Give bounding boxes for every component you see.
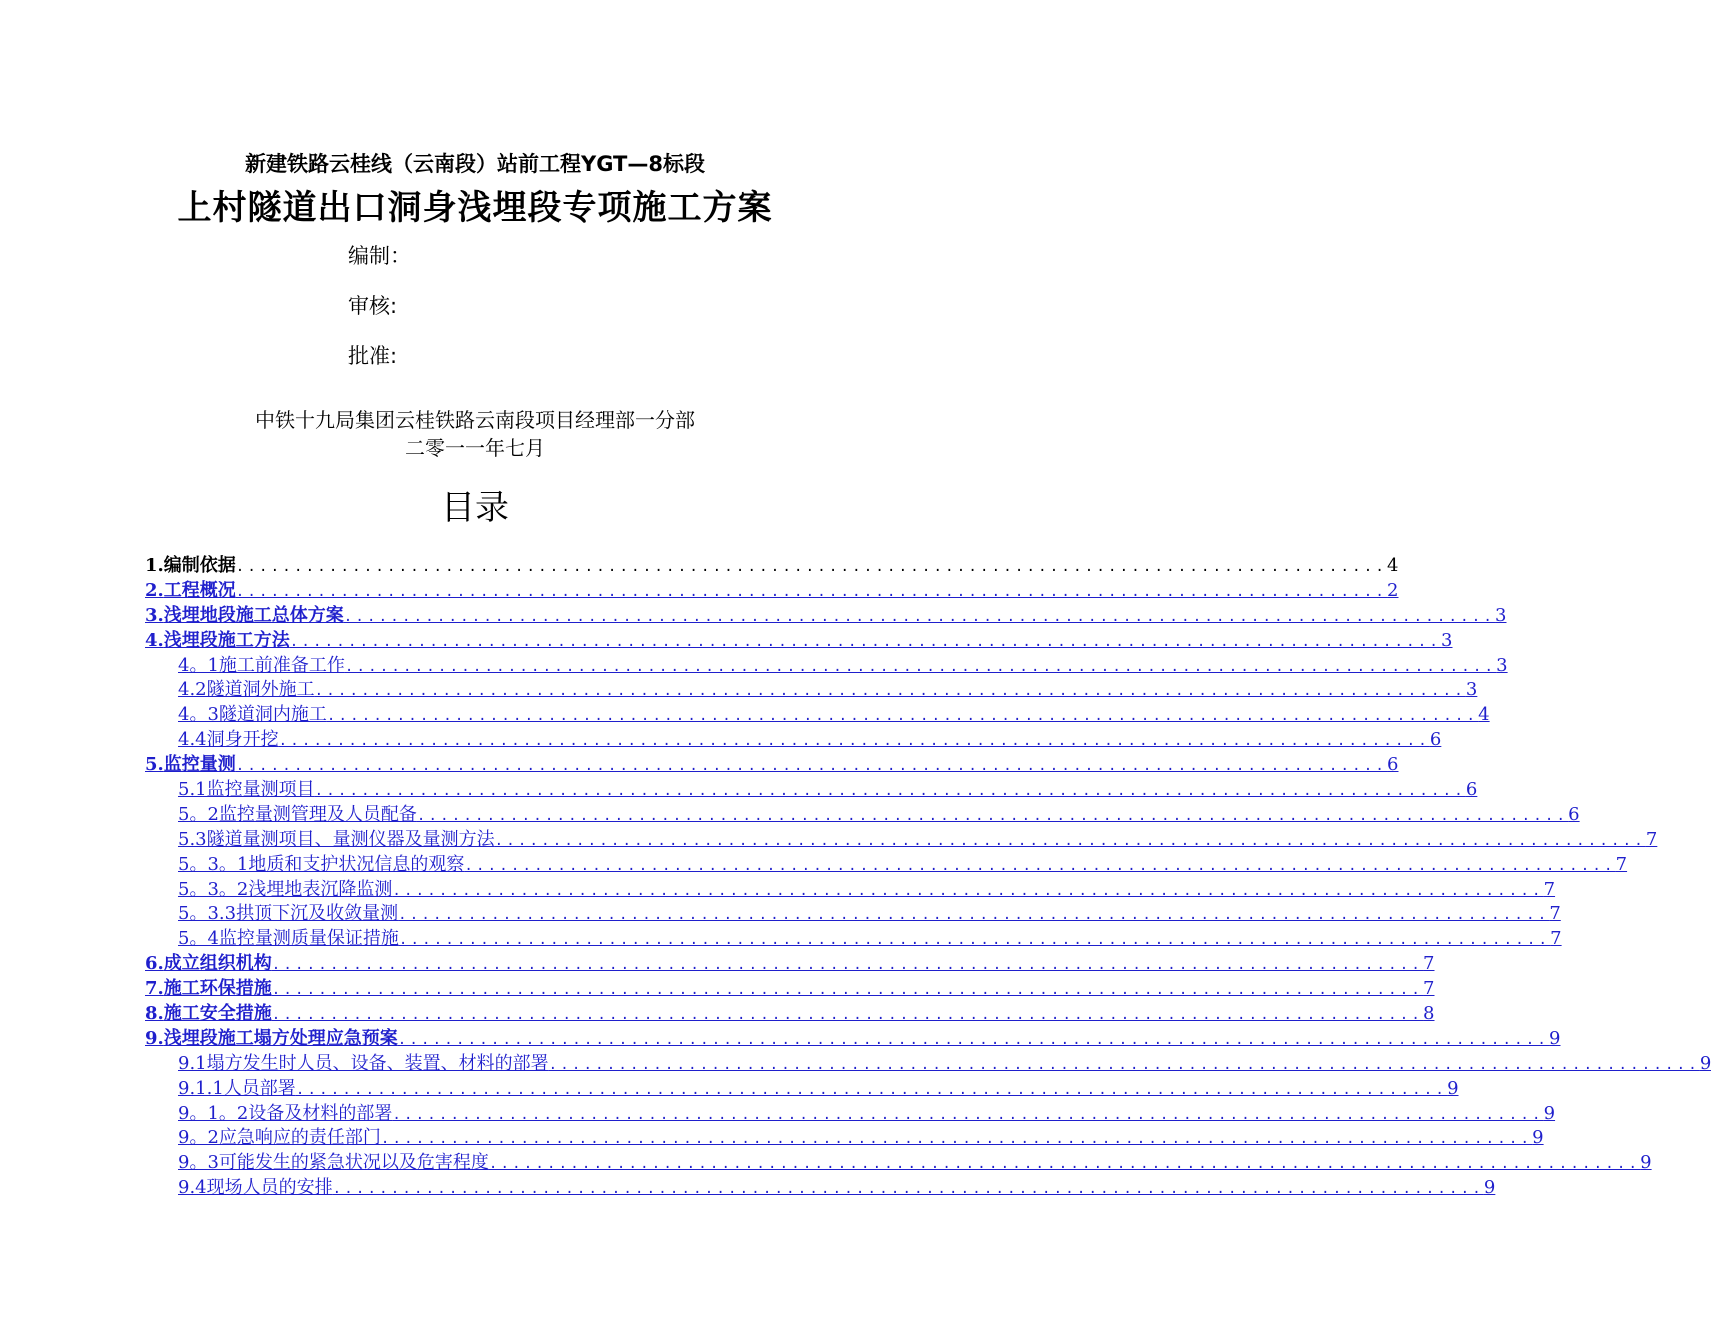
toc-page-number: 7	[1615, 853, 1628, 875]
toc-entry-number: 9.	[145, 1027, 164, 1049]
toc-page-number: 7	[1423, 953, 1435, 975]
toc-page-number: 3	[1496, 654, 1508, 676]
toc-dot-leader: ...................................................................................................	[271, 982, 1424, 999]
toc-entry-line[interactable]	[145, 1002, 1435, 1028]
toc-dot-leader: ...................................................................................................	[271, 957, 1424, 974]
toc-entry-line[interactable]	[178, 703, 1490, 729]
toc-dot-leader: ...................................................................................................	[397, 1031, 1550, 1048]
toc-entry-line[interactable]	[178, 853, 1628, 879]
document-title: 上村隧道出口洞身浅埋段专项施工方案	[177, 188, 773, 228]
toc-page-number: 7	[1550, 928, 1562, 950]
toc-page-number: 2	[1387, 579, 1399, 601]
toc-entry-line[interactable]	[178, 902, 1561, 928]
toc-entry-label: 施工环保措施	[163, 978, 272, 1000]
toc-dot-leader: ...................................................................................................	[278, 733, 1430, 750]
toc-dot-leader: ...................................................................................................	[392, 1106, 1544, 1123]
toc-entry-number: 6.	[145, 953, 164, 975]
toc-entry-line[interactable]	[178, 828, 1658, 854]
toc-entry[interactable]	[145, 604, 1507, 629]
toc-entry-label: 5。4监控量测质量保证措施	[178, 928, 399, 950]
toc-entry[interactable]	[145, 828, 1658, 853]
toc-dot-leader: ...................................................................................................	[494, 832, 1646, 849]
toc-entry[interactable]	[145, 1027, 1561, 1052]
toc-entry-line	[145, 554, 1399, 580]
project-subtitle: 新建铁路云桂线（云南段）站前工程YGT—8标段	[244, 152, 705, 176]
toc-entry[interactable]	[145, 977, 1435, 1002]
toc-entry-label: 5。3。1地质和支护状况信息的观察	[178, 853, 465, 875]
toc-page-number: 6	[1429, 729, 1442, 751]
toc-entry[interactable]	[145, 1176, 1496, 1201]
toc-dot-leader: ...................................................................................................	[332, 1181, 1484, 1198]
toc-entry-line[interactable]	[178, 803, 1580, 829]
toc-entry-label: 成立组织机构	[163, 953, 272, 975]
toc-dot-leader: ...................................................................................................	[235, 758, 1388, 775]
toc-entry-line[interactable]	[178, 728, 1442, 754]
toc-entry[interactable]	[145, 1102, 1556, 1127]
toc-entry[interactable]	[145, 678, 1478, 703]
toc-entry-number: 4.	[145, 629, 164, 651]
toc-page-number: 6	[1465, 779, 1478, 801]
toc-dot-leader: ...................................................................................................	[326, 708, 1479, 725]
compile-line: 编制：	[348, 244, 411, 268]
toc-page-number: 9	[1543, 1102, 1556, 1124]
toc-page-number: 7	[1543, 878, 1556, 900]
toc-entry-number: 1.	[145, 555, 164, 576]
toc-page-number: 9	[1699, 1052, 1711, 1074]
toc-entry-label: 监控量测	[163, 754, 236, 776]
table-of-contents	[145, 554, 1711, 1201]
toc-entry-number: 8.	[145, 1003, 164, 1025]
toc-page-number: 6	[1387, 754, 1399, 776]
toc-entry[interactable]	[145, 952, 1435, 977]
toc-entry	[145, 554, 1399, 579]
toc-entry-number: 3.	[145, 604, 164, 626]
toc-page-number: 9	[1447, 1077, 1459, 1099]
toc-entry[interactable]	[145, 853, 1628, 878]
toc-entry-label: 4。1施工前准备工作	[178, 654, 345, 676]
toc-entry-label: 5。3.3拱顶下沉及收敛量测	[178, 903, 399, 925]
toc-page-number: 6	[1568, 803, 1580, 825]
toc-entry-line[interactable]	[145, 604, 1507, 630]
toc-entry-label: 施工安全措施	[163, 1003, 272, 1025]
toc-entry-line[interactable]	[145, 629, 1453, 655]
toc-page-number: 8	[1423, 1003, 1435, 1025]
toc-page-number: 7	[1645, 828, 1658, 850]
toc-entry-label: 浅埋地段施工总体方案	[163, 604, 344, 626]
toc-entry-line[interactable]	[178, 1176, 1496, 1202]
toc-entry-number: 2.	[145, 579, 164, 601]
toc-entry-line[interactable]	[178, 927, 1562, 953]
toc-entry[interactable]	[145, 927, 1562, 952]
toc-page-number: 9	[1549, 1027, 1561, 1049]
toc-entry-label: 5。3。2浅埋地表沉降监测	[178, 878, 393, 900]
toc-dot-leader: ...................................................................................................	[392, 882, 1544, 899]
toc-page-number: 3	[1441, 629, 1453, 651]
toc-entry[interactable]	[145, 902, 1561, 927]
toc-page-number: 9	[1483, 1177, 1496, 1199]
toc-page-number: 7	[1549, 903, 1561, 925]
toc-entry-line[interactable]	[178, 778, 1478, 804]
toc-entry[interactable]	[145, 654, 1508, 679]
toc-entry-line[interactable]	[178, 1151, 1652, 1177]
toc-entry-label: 浅埋段施工方法	[163, 629, 290, 651]
toc-entry[interactable]	[145, 1052, 1711, 1077]
toc-dot-leader: ...................................................................................................	[235, 559, 1388, 575]
toc-entry-line[interactable]	[145, 977, 1435, 1003]
toc-entry-line[interactable]	[178, 1077, 1459, 1103]
toc-page-number: 3	[1465, 679, 1478, 701]
toc-entry-line[interactable]	[178, 1102, 1556, 1128]
toc-entry-label: 5.1监控量测项目	[178, 779, 315, 801]
toc-entry-line[interactable]	[178, 1126, 1544, 1152]
toc-dot-leader: ...................................................................................................	[488, 1156, 1641, 1173]
toc-entry-number: 7.	[145, 978, 164, 1000]
toc-entry-number: 5.	[145, 754, 164, 776]
toc-entry-label: 浅埋段施工塌方处理应急预案	[163, 1027, 398, 1049]
toc-page-number: 9	[1532, 1127, 1544, 1149]
approve-line: 批准:	[348, 344, 398, 368]
toc-page-number: 4	[1387, 555, 1399, 576]
toc-dot-leader: ...................................................................................................	[314, 683, 1466, 700]
toc-entry[interactable]	[145, 753, 1399, 778]
review-line: 审核:	[348, 294, 398, 318]
toc-dot-leader: ...................................................................................................	[398, 907, 1550, 924]
toc-entry[interactable]	[145, 629, 1453, 654]
toc-dot-leader: ...................................................................................................	[398, 932, 1551, 949]
toc-dot-leader: ...................................................................................................	[289, 633, 1442, 650]
toc-entry[interactable]	[145, 728, 1442, 753]
toc-entry[interactable]	[145, 778, 1478, 803]
toc-dot-leader: ...................................................................................................	[314, 783, 1466, 800]
toc-dot-leader: ...................................................................................................	[464, 857, 1616, 874]
toc-entry-line[interactable]	[145, 952, 1435, 978]
organization-name: 中铁十九局集团云桂铁路云南段项目经理部一分部	[255, 408, 695, 432]
toc-entry[interactable]	[145, 1151, 1652, 1176]
toc-entry-line[interactable]	[145, 753, 1399, 779]
toc-dot-leader: ...................................................................................................	[416, 807, 1569, 824]
toc-entry[interactable]	[145, 878, 1556, 903]
toc-dot-leader: ...................................................................................................	[344, 658, 1497, 675]
toc-entry[interactable]	[145, 803, 1580, 828]
toc-heading: 目录	[441, 488, 509, 528]
document-date: 二零一一年七月	[405, 436, 545, 460]
toc-entry-label: 编制依据	[163, 555, 236, 576]
toc-entry-line[interactable]	[178, 654, 1508, 680]
toc-entry[interactable]	[145, 1002, 1435, 1027]
toc-entry[interactable]	[145, 1077, 1459, 1102]
toc-entry[interactable]	[145, 703, 1490, 728]
toc-page-number: 7	[1423, 978, 1435, 1000]
toc-entry-line[interactable]	[145, 579, 1399, 605]
toc-entry-label: 4。3隧道洞内施工	[178, 704, 327, 726]
toc-entry-line[interactable]	[178, 878, 1556, 904]
toc-entry-label: 9.4现场人员的安排	[178, 1177, 333, 1199]
toc-entry-label: 9。1。2设备及材料的部署	[178, 1102, 393, 1124]
toc-dot-leader: ...................................................................................................	[235, 583, 1388, 600]
toc-entry-label: 9。3可能发生的紧急状况以及危害程度	[178, 1152, 489, 1174]
toc-entry-label: 4.4洞身开挖	[178, 729, 279, 751]
toc-entry-label: 4.2隧道洞外施工	[178, 679, 315, 701]
toc-dot-leader: ...................................................................................................	[548, 1056, 1700, 1073]
toc-page-number: 3	[1495, 604, 1507, 626]
toc-entry-label: 5。2监控量测管理及人员配备	[178, 803, 417, 825]
toc-entry-label: 5.3隧道量测项目、量测仪器及量测方法	[178, 828, 495, 850]
toc-entry-line[interactable]	[145, 1027, 1561, 1053]
toc-page-number: 4	[1478, 704, 1490, 726]
toc-dot-leader: ...................................................................................................	[380, 1131, 1533, 1148]
toc-dot-leader: ...................................................................................................	[271, 1007, 1424, 1024]
toc-entry-label: 9.1.1人员部署	[178, 1077, 296, 1099]
toc-entry-label: 9。2应急响应的责任部门	[178, 1127, 381, 1149]
toc-entry[interactable]	[145, 1126, 1544, 1151]
toc-entry-label: 工程概况	[163, 579, 236, 601]
toc-entry-label: 9.1塌方发生时人员、设备、装置、材料的部署	[178, 1052, 549, 1074]
toc-dot-leader: ...................................................................................................	[343, 608, 1496, 625]
toc-dot-leader: ...................................................................................................	[295, 1081, 1448, 1098]
toc-page-number: 9	[1640, 1152, 1652, 1174]
toc-entry-line[interactable]	[178, 678, 1478, 704]
toc-entry-line[interactable]	[178, 1052, 1711, 1078]
toc-entry[interactable]	[145, 579, 1399, 604]
